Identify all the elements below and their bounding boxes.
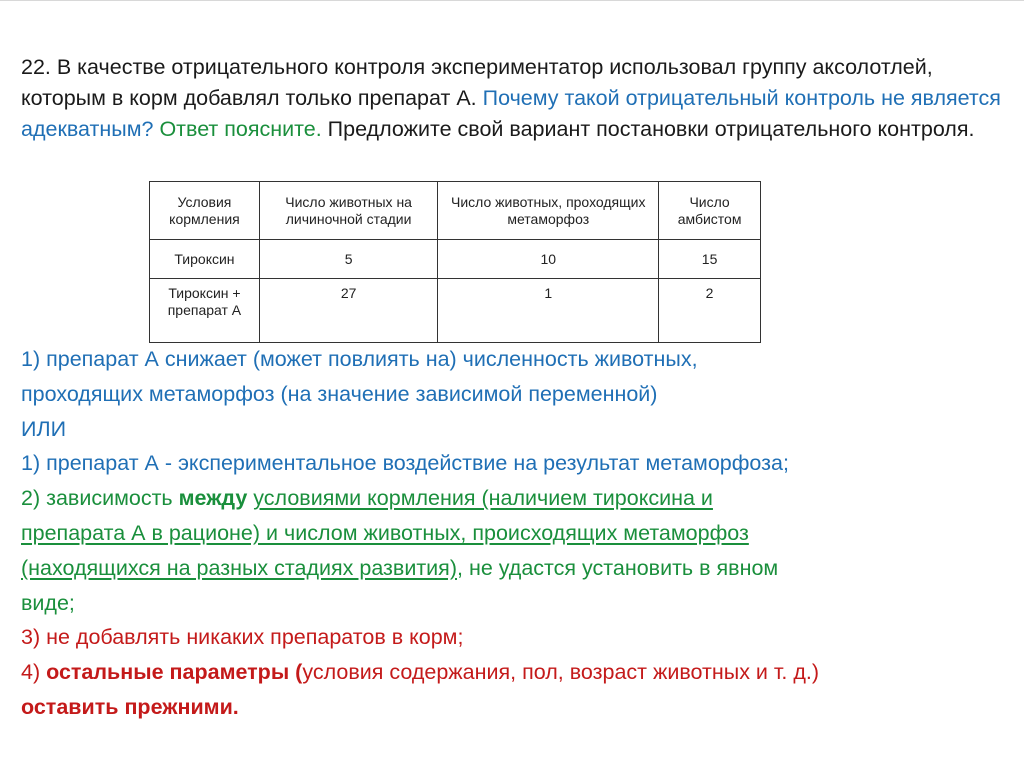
table-cell: Тироксин [150,240,260,279]
answer-line: проходящих метаморфоз (на значение зависимой переменной) [21,381,658,406]
table-cell: 2 [659,279,761,343]
answer-bold-fragment: между [178,486,248,511]
answer-line: оставить прежними. [21,694,239,719]
answer-fragment: , [456,555,463,580]
table-row [150,279,761,343]
table-cell: 5 [259,240,437,279]
table-cell: 10 [438,240,659,279]
answer-line [21,655,1006,690]
answer-fragment: 2) зависимость [21,486,179,511]
answer-line: 1) препарат А - экспериментальное воздействие на результат метаморфоза; [21,451,789,476]
experiment-table [149,181,761,343]
question-part-why: Почему такой отрицательный контроль не является адекватным? [21,86,1001,141]
answer-line [21,481,1006,516]
question-part-explain: Ответ поясните. [159,117,322,141]
table-cell: 1 [438,279,659,343]
answer-fragment: 4) [21,660,47,685]
answer-line: 3) не добавлять никаких препаратов в корм; [21,625,464,650]
slide-top-border [0,0,1024,1]
table-row [150,240,761,279]
table-header-cell: Число животных, проходящих метаморфоз [438,182,659,240]
question-text [21,52,1006,145]
table-cell: 15 [659,240,761,279]
question-part-statement: 22. В качестве отрицательного контроля экспериментатор использовал группу аксолотлей, которым в корм добавлял только препарат А. [21,55,933,110]
answer-fragment: не удастся установить в явном [462,555,779,580]
answer-line: виде; [21,590,75,615]
answer-block [21,342,1006,725]
table-header-cell: Условия кормления [150,182,260,240]
answer-line [21,551,1006,586]
answer-bold-fragment: остальные параметры ( [46,660,303,685]
answer-underlined-fragment: условиями кормления (наличием тироксина и [253,486,713,511]
table-header-cell: Число амбистом [659,182,761,240]
question-part-propose: Предложите свой вариант постановки отрицательного контроля. [327,117,975,141]
answer-fragment: условия содержания, пол, возраст животных и т. д.) [302,660,819,685]
table-header-cell: Число животных на личиночной стадии [259,182,437,240]
answer-underlined-fragment: (находящихся на разных стадиях развития) [21,555,457,580]
answer-line: 1) препарат А снижает (может повлиять на) численность животных, [21,347,698,371]
answer-line: препарата А в рационе) и числом животных, происходящих метаморфоз [21,520,749,545]
answer-line: ИЛИ [21,416,67,441]
table-cell: 27 [259,279,437,343]
table-header-row [150,182,761,240]
table-cell: Тироксин + препарат А [150,279,260,343]
